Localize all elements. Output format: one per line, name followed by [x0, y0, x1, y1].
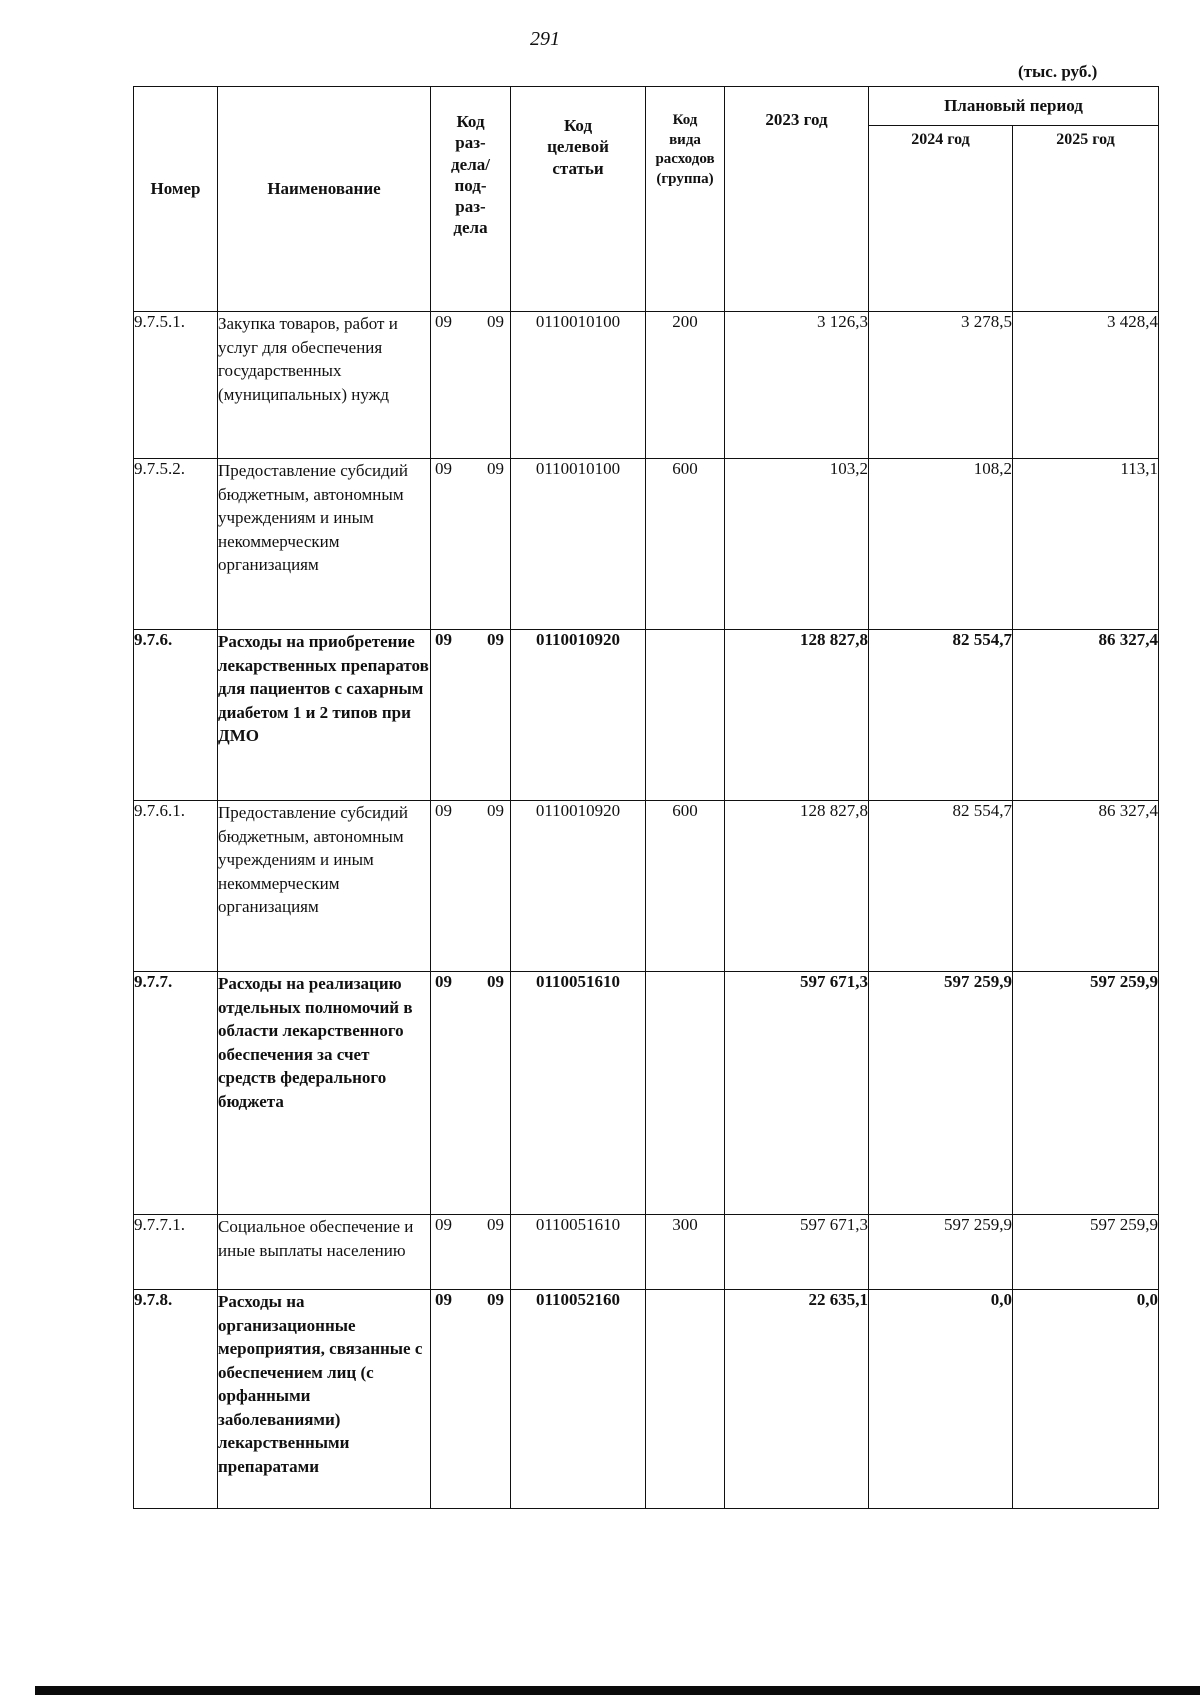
- row-name: Предоставление субсидий бюджетным, автономным учреждениям и иным некоммерческим организациям: [218, 459, 431, 630]
- row-section: 09: [435, 1290, 452, 1309]
- row-name: Расходы на организационные мероприятия, связанные с обеспечением лиц (с орфанными заболеваниями) лекарственными препаратами: [218, 1290, 431, 1509]
- table-row: [134, 312, 1159, 459]
- row-target-code: 0110051610: [511, 1215, 646, 1290]
- row-name: Социальное обеспечение и иные выплаты населению: [218, 1215, 431, 1290]
- row-value-2023: 597 671,3: [725, 1215, 869, 1290]
- units-label: (тыс. руб.): [1018, 62, 1098, 81]
- row-name: Расходы на приобретение лекарственных препаратов для пациентов с сахарным диабетом 1 и 2 типов при ДМО: [218, 630, 431, 801]
- row-section-code: [431, 630, 511, 801]
- row-value-2025: 597 259,9: [1013, 1215, 1159, 1290]
- row-target-code: 0110010920: [511, 630, 646, 801]
- row-target-code: 0110052160: [511, 1290, 646, 1509]
- header-year-2025: 2025 год: [1013, 126, 1159, 312]
- row-section-code: [431, 312, 511, 459]
- row-subsection: 09: [487, 1215, 504, 1234]
- row-value-2024: 3 278,5: [869, 312, 1013, 459]
- row-subsection: 09: [487, 459, 504, 478]
- row-subsection: 09: [487, 972, 504, 991]
- row-value-2023: 3 126,3: [725, 312, 869, 459]
- row-expense-type: [646, 630, 725, 801]
- row-number: 9.7.6.1.: [134, 801, 218, 972]
- table-row: [134, 459, 1159, 630]
- row-value-2025: 597 259,9: [1013, 972, 1159, 1215]
- row-target-code: 0110010100: [511, 459, 646, 630]
- scan-edge-bar: [35, 1686, 1200, 1695]
- row-section-code: [431, 1215, 511, 1290]
- row-value-2025: 86 327,4: [1013, 801, 1159, 972]
- row-subsection: 09: [487, 801, 504, 820]
- table-row: [134, 630, 1159, 801]
- row-number: 9.7.8.: [134, 1290, 218, 1509]
- row-number: 9.7.5.2.: [134, 459, 218, 630]
- header-year-2023: 2023 год: [725, 87, 869, 312]
- row-name: Предоставление субсидий бюджетным, автономным учреждениям и иным некоммерческим организациям: [218, 801, 431, 972]
- row-value-2025: 0,0: [1013, 1290, 1159, 1509]
- row-section-code: [431, 801, 511, 972]
- row-value-2024: 597 259,9: [869, 972, 1013, 1215]
- row-expense-type: 300: [646, 1215, 725, 1290]
- row-expense-type: 600: [646, 459, 725, 630]
- row-expense-type: 600: [646, 801, 725, 972]
- row-section: 09: [435, 801, 452, 820]
- header-plan-period: Плановый период: [869, 87, 1159, 126]
- row-expense-type: 200: [646, 312, 725, 459]
- row-section: 09: [435, 630, 452, 649]
- row-value-2024: 108,2: [869, 459, 1013, 630]
- row-value-2023: 128 827,8: [725, 630, 869, 801]
- row-name: Расходы на реализацию отдельных полномочий в области лекарственного обеспечения за счет средств федерального бюджета: [218, 972, 431, 1215]
- row-subsection: 09: [487, 312, 504, 331]
- row-value-2024: 597 259,9: [869, 1215, 1013, 1290]
- row-target-code: 0110010920: [511, 801, 646, 972]
- row-section-code: [431, 1290, 511, 1509]
- table-row: [134, 1290, 1159, 1509]
- page-number: 291: [530, 28, 560, 50]
- table-row: [134, 1215, 1159, 1290]
- row-value-2025: 86 327,4: [1013, 630, 1159, 801]
- row-value-2025: 3 428,4: [1013, 312, 1159, 459]
- table-row: [134, 801, 1159, 972]
- row-value-2023: 103,2: [725, 459, 869, 630]
- row-value-2024: 0,0: [869, 1290, 1013, 1509]
- row-section-code: [431, 972, 511, 1215]
- header-name: Наименование: [218, 87, 431, 312]
- row-value-2024: 82 554,7: [869, 630, 1013, 801]
- row-target-code: 0110051610: [511, 972, 646, 1215]
- header-target-code: Код целевой статьи: [511, 87, 646, 312]
- row-number: 9.7.7.: [134, 972, 218, 1215]
- row-subsection: 09: [487, 1290, 504, 1309]
- row-number: 9.7.5.1.: [134, 312, 218, 459]
- header-section-code: Код раз- дела/ под- раз- дела: [431, 87, 511, 312]
- row-subsection: 09: [487, 630, 504, 649]
- row-value-2023: 128 827,8: [725, 801, 869, 972]
- row-value-2023: 597 671,3: [725, 972, 869, 1215]
- row-number: 9.7.6.: [134, 630, 218, 801]
- row-expense-type: [646, 1290, 725, 1509]
- row-value-2023: 22 635,1: [725, 1290, 869, 1509]
- row-section: 09: [435, 972, 452, 991]
- row-section: 09: [435, 459, 452, 478]
- row-section: 09: [435, 1215, 452, 1234]
- row-section: 09: [435, 312, 452, 331]
- row-name: Закупка товаров, работ и услуг для обеспечения государственных (муниципальных) нужд: [218, 312, 431, 459]
- header-expense-type: Код вида расходов (группа): [646, 87, 725, 312]
- header-number: Номер: [134, 87, 218, 312]
- table-row: [134, 972, 1159, 1215]
- row-expense-type: [646, 972, 725, 1215]
- row-section-code: [431, 459, 511, 630]
- row-number: 9.7.7.1.: [134, 1215, 218, 1290]
- row-value-2024: 82 554,7: [869, 801, 1013, 972]
- row-value-2025: 113,1: [1013, 459, 1159, 630]
- header-year-2024: 2024 год: [869, 126, 1013, 312]
- table-body: [134, 312, 1159, 1509]
- budget-table: [133, 86, 1159, 1509]
- row-target-code: 0110010100: [511, 312, 646, 459]
